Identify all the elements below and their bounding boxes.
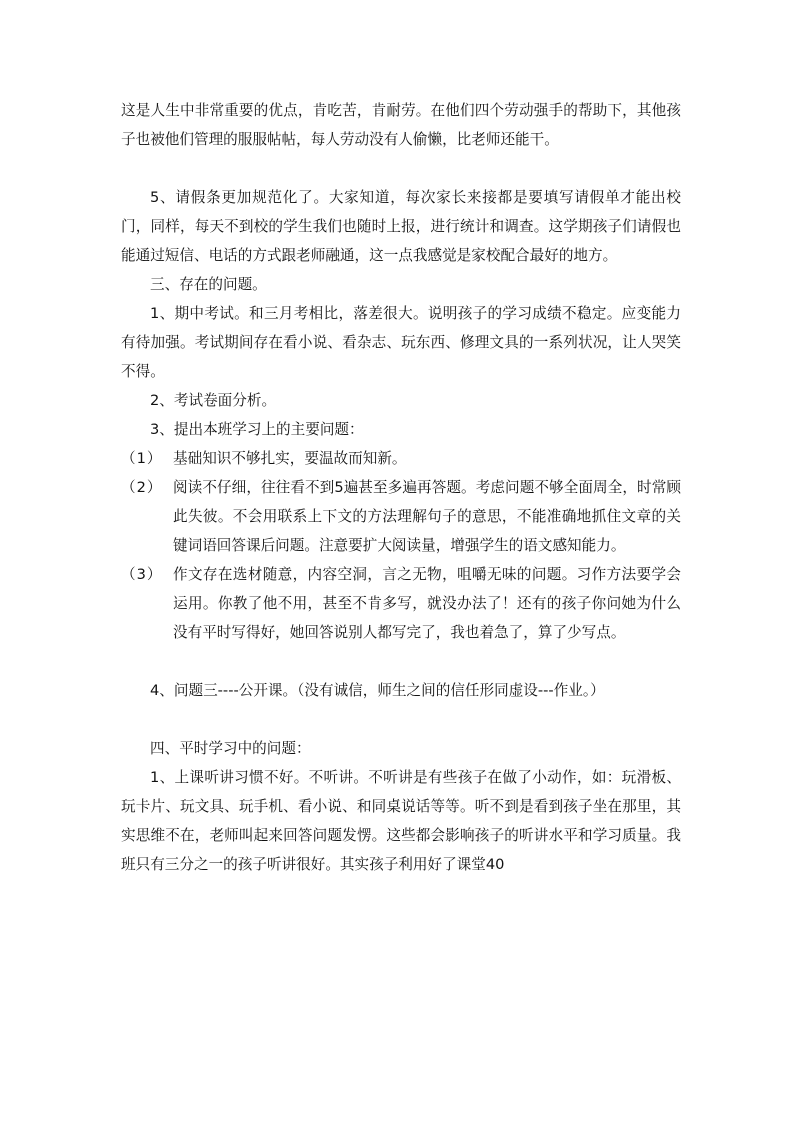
paragraph-spacer	[121, 154, 681, 183]
paragraph-exam-analysis: 2、考试卷面分析。	[150, 392, 277, 409]
list-item-marker: （1）	[121, 450, 163, 467]
list-item-text: 基础知识不够扎实，要温故而知新。	[173, 450, 407, 467]
paragraph-midterm-exam: 1、期中考试。和三月考相比，落差很大。说明孩子的学习成绩不稳定。应变能力有待加强。考试期间存在看小说、看杂志、玩东西、修理文具的一系列状况，让人哭笑不得。	[121, 305, 681, 380]
paragraph-leave-notes: 5、请假条更加规范化了。大家知道，每次家长来接都是要填写请假单才能出校门，同样，每天不到校的学生我们也随时上报，进行统计和调查。这学期孩子们请假也能通过短信、电话的方式跟老师融通，这一点我感觉是家校配合最好的地方。	[121, 189, 681, 264]
paragraph-main-problems-intro: 3、提出本班学习上的主要问题：	[150, 421, 364, 438]
paragraph-listening-habits: 1、上课听讲习惯不好。不听讲。不听讲是有些孩子在做了小动作，如：玩滑板、玩卡片、玩文具、玩手机、看小说、和同桌说话等等。听不到是看到孩子坐在那里，其实思维不在，老师叫起来回答问题发愣。这些都会影响孩子的听讲水平和学习质量。我班只有三分之一的孩子听讲很好。其实孩子利用好了课堂40	[121, 769, 681, 873]
paragraph-spacer	[121, 705, 681, 734]
paragraph-open-class-problem: 4、问题三----公开课。（没有诚信，师生之间的信任形同虚设---作业。）	[150, 682, 605, 699]
section-heading-problems: 三、存在的问题。	[150, 276, 267, 293]
list-item	[121, 444, 681, 473]
paragraph-labor-strengths: 这是人生中非常重要的优点，肯吃苦，肯耐劳。在他们四个劳动强手的帮助下，其他孩子也被他们管理的服服帖帖，每人劳动没有人偷懒，比老师还能干。	[121, 102, 681, 148]
list-item	[121, 560, 681, 647]
list-item-marker: （2）	[121, 479, 163, 496]
section-heading-daily-learning: 四、平时学习中的问题：	[150, 740, 311, 757]
list-item-marker: （3）	[121, 566, 163, 583]
document-body	[121, 96, 681, 879]
list-item	[121, 473, 681, 560]
list-item-text: 阅读不仔细，往往看不到5遍甚至多遍再答题。考虑问题不够全面周全，时常顾此失彼。不会用联系上下文的方法理解句子的意思，不能准确地抓住文章的关键词语回答课后问题。注意要扩大阅读量，增强学生的语文感知能力。	[173, 479, 681, 554]
list-item-text: 作文存在选材随意，内容空洞，言之无物，咀嚼无味的问题。习作方法要学会运用。你教了他不用，甚至不肯多写，就没办法了！还有的孩子你问她为什么没有平时写得好，她回答说别人都写完了，我也着急了，算了少写点。	[173, 566, 681, 641]
paragraph-spacer	[121, 647, 681, 676]
